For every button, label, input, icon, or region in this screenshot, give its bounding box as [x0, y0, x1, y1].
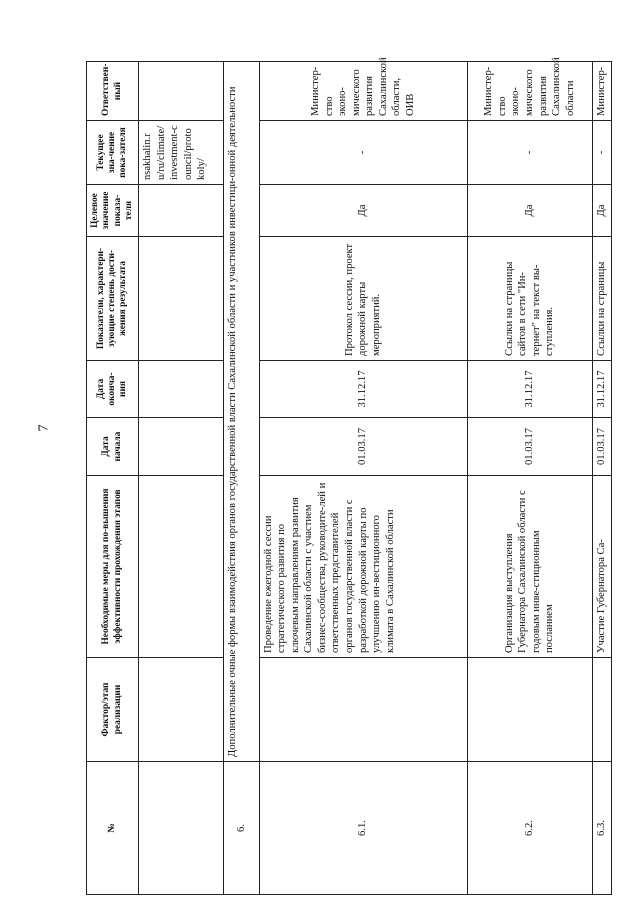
rotated-table-container: [86, 57, 612, 895]
row-indicators: Ссылки на страницы сайтов в сети "Ин-тернет" на текст вы-ступления.: [467, 237, 592, 361]
table-row: [592, 62, 611, 895]
row-target: Да: [467, 185, 592, 237]
row-target: Да: [592, 185, 611, 237]
section-title: Дополнительные очные формы взаимодействия органов государственной власти Сахалинской области и участников инвестици-онной деятельности: [224, 62, 259, 762]
row-start: 01.03.17: [592, 418, 611, 476]
row-measures: Организация выступления Губернатора Сахалинской области с годовым инве-стиционным посланием: [467, 476, 592, 658]
header-current: Текущее зна-чение пока-зателя: [87, 121, 139, 185]
top-row-current-link: nsakhalin.ru/ru/climate/investment-council/protokoly/: [139, 121, 224, 185]
row-end: 31.12.17: [467, 361, 592, 418]
row-num: 6.3.: [592, 762, 611, 895]
row-indicators: Ссылки на страницы: [592, 237, 611, 361]
header-num: №: [87, 762, 139, 895]
row-num: 6.2.: [467, 762, 592, 895]
row-num: 6.1.: [259, 762, 467, 895]
header-start: Дата начала: [87, 418, 139, 476]
header-factor: Фактор/этап реализации: [87, 658, 139, 762]
row-factor: [467, 658, 592, 762]
table-header-row: [87, 62, 139, 895]
row-factor: [259, 658, 467, 762]
table-row: [467, 62, 592, 895]
measures-table: [86, 57, 612, 895]
row-end: 31.12.17: [592, 361, 611, 418]
header-responsible: Ответствен-ный: [87, 62, 139, 121]
row-current: -: [467, 121, 592, 185]
row-measures: Участие Губернатора Са-: [592, 476, 611, 658]
row-factor: [592, 658, 611, 762]
header-indicators: Показатели, характери-зующие степень дости-жения результата: [87, 237, 139, 361]
header-end: Дата оконча-ния: [87, 361, 139, 418]
row-current: -: [259, 121, 467, 185]
header-measures: Необходимые меры для по-вышения эффективности прохождения этапов: [87, 476, 139, 658]
row-start: 01.03.17: [467, 418, 592, 476]
row-responsible: Министер-: [592, 62, 611, 121]
section-num: 6.: [224, 762, 259, 895]
row-target: Да: [259, 185, 467, 237]
row-measures: Проведение ежегодной сессии стратегического развития по ключевым направлениям развития Сахалинской области с участием бизнес-сообщества, руководите-лей и ответственных представителей органов государственной власти с разработкой дорожной карты по улучшению ин-вестиционного климата в Сахалинской области: [259, 476, 467, 658]
row-current: -: [592, 121, 611, 185]
table-row: [259, 62, 467, 895]
header-target: Целевое значение показа-теля: [87, 185, 139, 237]
row-end: 31.12.17: [259, 361, 467, 418]
row-responsible: Министер-ство эконо-мического развития Сахалинской области: [467, 62, 592, 121]
section-row: [224, 62, 259, 895]
row-start: 01.03.17: [259, 418, 467, 476]
page-number: 7: [36, 424, 52, 432]
row-indicators: Протокол сессии, проект дорожной карты мероприятий.: [259, 237, 467, 361]
row-responsible: Министер-ство эконо-мического развития Сахалинской области, ОИВ: [259, 62, 467, 121]
table-row-continued: [139, 62, 224, 895]
